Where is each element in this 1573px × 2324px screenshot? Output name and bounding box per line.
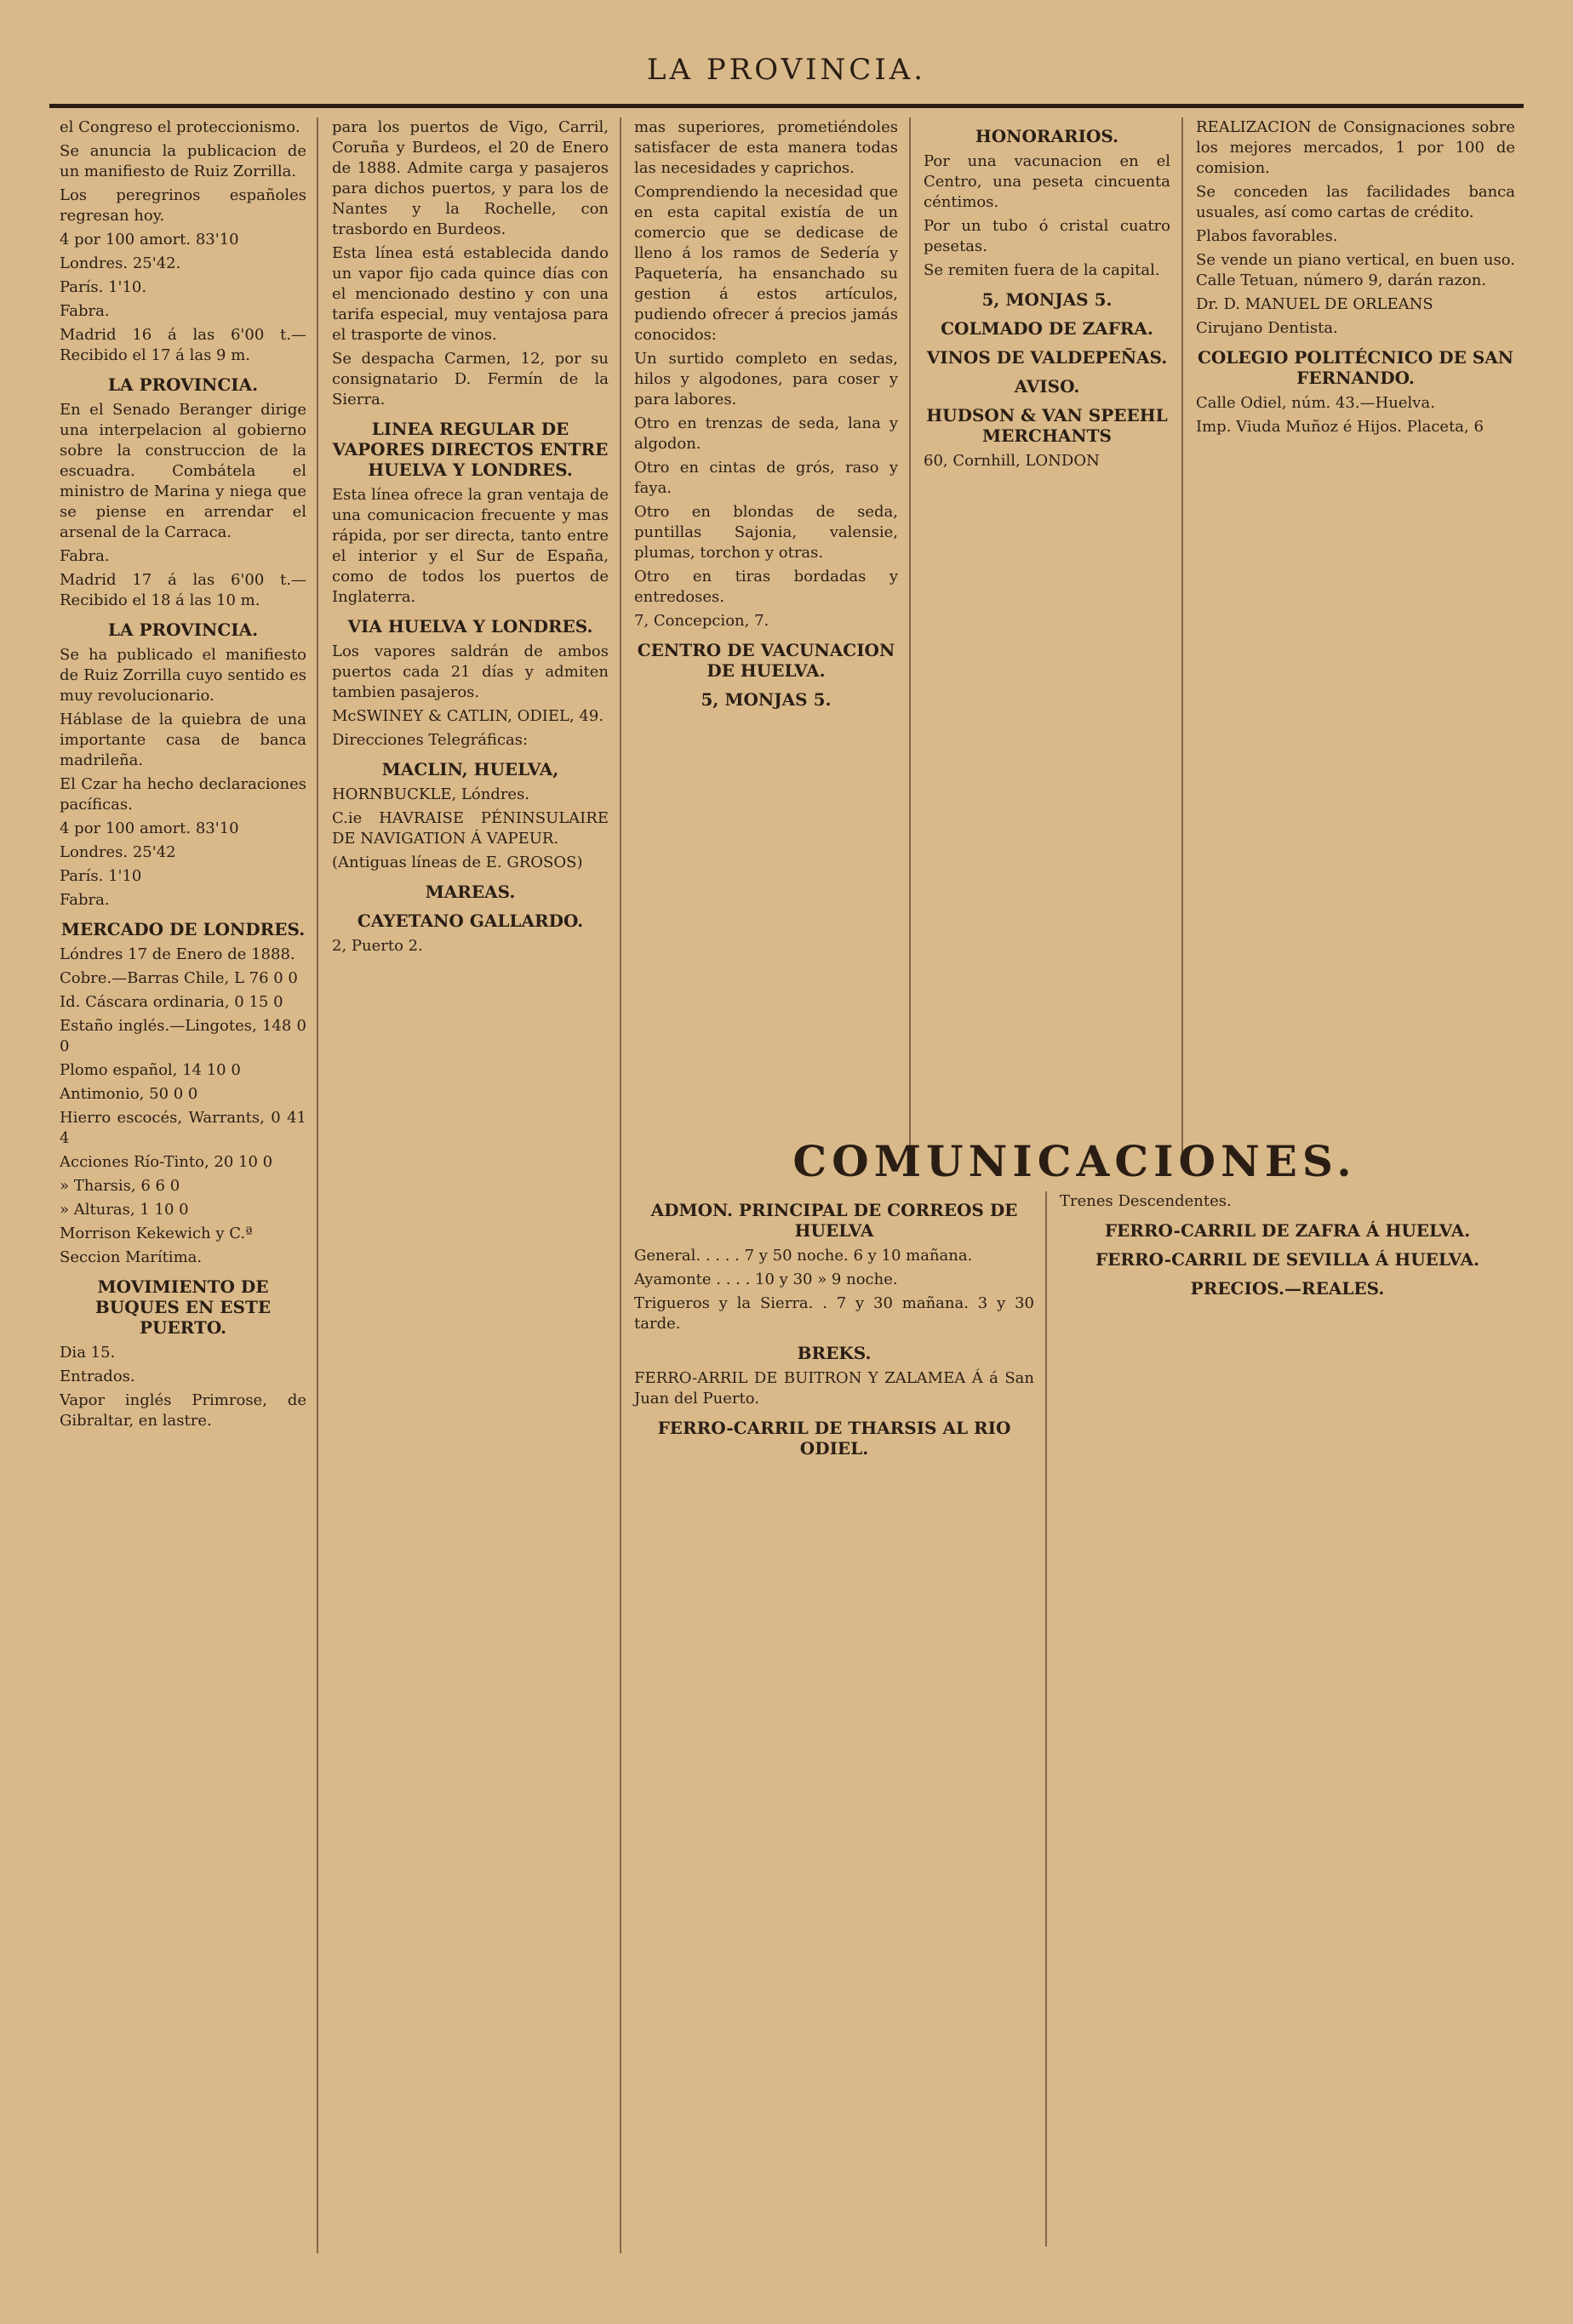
text-line: General. . . . . 7 y 50 noche. 6 y 10 mañana. [634,1247,973,1265]
text-line: Háblase de la quiebra de una importante casa de banca madrileña. [60,711,306,769]
section-heading: MACLIN, HUELVA, [381,759,559,779]
column-divider [317,117,318,2253]
text-line: París. 1'10 [60,867,142,885]
text-line: » Tharsis, 6 6 0 [60,1177,180,1195]
text-line: Seccion Marítima. [60,1248,203,1266]
section-heading: AVISO. [1014,376,1080,397]
text-line: Se remiten fuera de la capital. [924,261,1160,279]
section-heading: HUDSON & VAN SPEEHL MERCHANTS [926,405,1168,446]
text-line: Se despacha Carmen, 12, por su consignatario D. Fermín de la Sierra. [332,350,609,408]
text-line: McSWINEY & CATLIN, ODIEL, 49. [332,707,604,725]
text-line: 2, Puerto 2. [332,937,423,955]
section-heading: LINEA REGULAR DE VAPORES DIRECTOS ENTRE HUELVA Y LONDRES. [332,419,609,480]
section-heading: COLEGIO POLITÉCNICO DE SAN FERNANDO. [1197,347,1514,388]
text-line: Esta línea está establecida dando un vapor fijo cada quince días con el mencionado destino y con una tarifa especial, muy ventajosa para el trasporte de vinos. [332,244,609,344]
text-line: Fabra. [60,891,110,909]
text-line: 4 por 100 amort. 83'10 [60,819,239,837]
text-line: Dr. D. MANUEL DE ORLEANS [1196,295,1433,313]
text-line: El Czar ha hecho declaraciones pacíficas. [60,775,306,814]
text-line: » Alturas, 1 10 0 [60,1201,189,1219]
text-line: Direcciones Telegráficas: [332,731,529,749]
text-line: Los vapores saldrán de ambos puertos cada 21 días y admiten tambien pasajeros. [332,642,609,701]
text-line: Vapor inglés Primrose, de Gibraltar, en lastre. [60,1391,306,1430]
column-6 [626,1191,1043,2247]
text-line: Trigueros y la Sierra. . 7 y 30 mañana. 3 y 30 tarde. [634,1294,1034,1333]
text-line: Se conceden las facilidades banca usuales, así como cartas de crédito. [1196,183,1515,221]
text-line: Estaño inglés.—Lingotes, 148 0 0 [60,1017,306,1055]
text-line: Imp. Viuda Muñoz é Hijos. Placeta, 6 [1196,418,1484,436]
text-line: (Antiguas líneas de E. GROSOS) [332,854,583,871]
text-line: Ayamonte . . . . 10 y 30 » 9 noche. [634,1270,898,1288]
top-rule [49,104,1524,108]
text-line: Madrid 17 á las 6'00 t.—Recibido el 18 á las 10 m. [60,571,306,609]
section-heading: CAYETANO GALLARDO. [357,911,584,931]
section-heading: FERRO-CARRIL DE ZAFRA Á HUELVA. [1104,1220,1471,1241]
text-line: Londres. 25'42 [60,843,176,861]
text-line: Otro en trenzas de seda, lana y algodon. [634,414,898,453]
text-line: Un surtido completo en sedas, hilos y algodones, para coser y para labores. [634,350,898,408]
column-4 [915,117,1179,1160]
text-line: Fabra. [60,302,110,320]
section-heading: MERCADO DE LONDRES. [60,919,306,939]
text-line: Id. Cáscara ordinaria, 0 15 0 [60,993,283,1011]
text-line: Plabos favorables. [1196,227,1338,245]
column-2 [323,117,617,2245]
section-heading: LA PROVINCIA. [107,374,259,395]
text-line: Morrison Kekewich y C.ª [60,1225,253,1242]
column-divider [620,117,621,2253]
text-line: Por una vacunacion en el Centro, una peseta cincuenta céntimos. [924,152,1170,211]
section-heading: MOVIMIENTO DE BUQUES EN ESTE PUERTO. [94,1276,272,1338]
text-line: Otro en cintas de grós, raso y faya. [634,459,898,497]
text-line: Trenes Descendentes. [1060,1192,1232,1210]
section-heading: LA PROVINCIA. [107,620,259,640]
column-divider [1045,1191,1047,2247]
column-7 [1051,1191,1524,2247]
text-line: 7, Concepcion, 7. [634,612,769,630]
text-line: París. 1'10. [60,278,147,296]
text-line: En el Senado Beranger dirige una interpelacion al gobierno sobre la construccion de la escuadra. Combátela el ministro de Marina y niega que se piense en arrendar el arsenal de la Carraca. [60,401,306,541]
text-line: Antimonio, 50 0 0 [60,1085,198,1103]
section-heading: COLMADO DE ZAFRA. [941,318,1153,339]
section-heading: PRECIOS.—REALES. [1190,1278,1385,1299]
text-line: C.ie HAVRAISE PÉNINSULAIRE DE NAVIGATION Á VAPEUR. [332,809,609,848]
text-line: Esta línea ofrece la gran ventaja de una comunicacion frecuente y mas rápida, por ser directa, tanto entre el interior y el Sur de España, como de todos los puertos de Inglaterra. [332,486,609,606]
text-line: el Congreso el proteccionismo. [60,118,300,136]
text-line: Se vende un piano vertical, en buen uso. Calle Tetuan, número 9, darán razon. [1196,251,1515,289]
text-line: Madrid 16 á las 6'00 t.—Recibido el 17 á las 9 m. [60,326,306,364]
text-line: Dia 15. [60,1344,116,1362]
text-line: Se ha publicado el manifiesto de Ruiz Zorrilla cuyo sentido es muy revolucionario. [60,646,306,705]
section-heading: BREKS. [797,1343,872,1363]
section-heading: FERRO-CARRIL DE THARSIS AL RIO ODIEL. [657,1418,1011,1459]
section-heading: CENTRO DE VACUNACION DE HUELVA. [637,640,895,681]
text-line: para los puertos de Vigo, Carril, Coruña y Burdeos, el 20 de Enero de 1888. Admite carga y pasajeros para dichos puertos, y para los de Nantes y la Rochelle, con trasbordo en Burdeos. [332,118,609,238]
text-line: Comprendiendo la necesidad que en esta capital existía de un comercio que se dedicase de lleno á los ramos de Sedería y Paquetería, ha ensanchado su gestion á estos artículos, pudiendo ofrecer á precios jamás conocidos: [634,183,898,344]
text-line: Londres. 25'42. [60,254,181,272]
text-line: Cobre.—Barras Chile, L 76 0 0 [60,969,298,987]
comunicaciones-title: COMUNICACIONES. [792,1136,1357,1186]
text-line: Otro en tiras bordadas y entredoses. [634,568,898,606]
section-heading: HONORARIOS. [975,126,1119,146]
section-heading: MAREAS. [425,882,516,902]
text-line: Hierro escocés, Warrants, 0 41 4 [60,1109,306,1147]
text-line: Otro en blondas de seda, puntillas Sajonia, valensie, plumas, torchon y otras. [634,503,898,562]
text-line: Acciones Río-Tinto, 20 10 0 [60,1153,273,1171]
text-line: 4 por 100 amort. 83'10 [60,231,239,248]
text-line: Entrados. [60,1368,135,1385]
text-line: FERRO-ARRIL DE BUITRON Y ZALAMEA Á á San Juan del Puerto. [634,1369,1034,1408]
section-heading: 5, MONJAS 5. [981,289,1113,310]
text-line: Se anuncia la publicacion de un manifiesto de Ruiz Zorrilla. [60,142,306,180]
column-3 [626,117,907,1130]
text-line: HORNBUCKLE, Lóndres. [332,785,530,803]
section-heading: VIA HUELVA Y LONDRES. [347,616,593,637]
section-heading: 5, MONJAS 5. [701,689,832,710]
section-heading: VINOS DE VALDEPEÑAS. [926,347,1168,368]
column-1 [51,117,315,2245]
text-line: Por un tubo ó cristal cuatro pesetas. [924,217,1170,255]
column-divider [1181,117,1183,1160]
text-line: REALIZACION de Consignaciones sobre los mejores mercados, 1 por 100 de comision. [1196,118,1515,177]
column-5 [1187,117,1524,1160]
text-line: mas superiores, prometiéndoles satisfacer de esta manera todas las necesidades y caprichos. [634,118,898,177]
text-line: Los peregrinos españoles regresan hoy. [60,186,306,225]
text-line: Fabra. [60,547,110,565]
masthead: LA PROVINCIA. [646,53,927,87]
text-line: Cirujano Dentista. [1196,319,1338,337]
section-heading: ADMON. PRINCIPAL DE CORREOS DE HUELVA [650,1200,1018,1241]
text-line: Plomo español, 14 10 0 [60,1061,241,1079]
text-line: Calle Odiel, núm. 43.—Huelva. [1196,394,1435,412]
text-line: 60, Cornhill, LONDON [924,452,1100,470]
section-heading: FERRO-CARRIL DE SEVILLA Á HUELVA. [1095,1249,1480,1270]
text-line: Lóndres 17 de Enero de 1888. [60,945,295,963]
column-divider [909,117,911,1160]
